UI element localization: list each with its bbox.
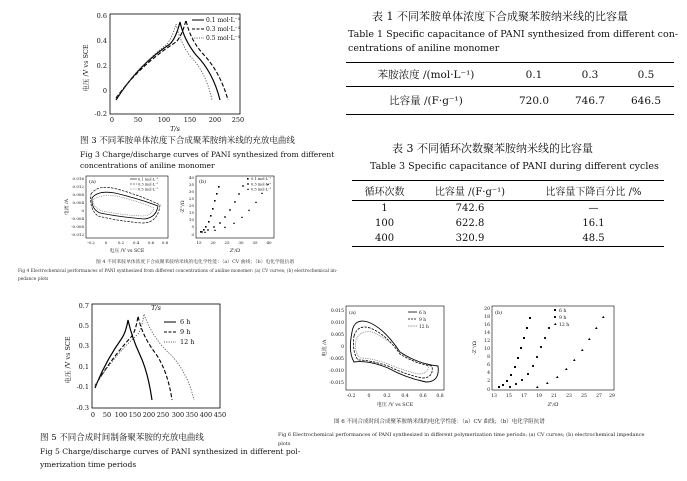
table-row — [346, 87, 674, 115]
fig5-xtick: 0 — [90, 411, 96, 419]
fig4b-xtick: 20 — [210, 240, 216, 245]
fig5-series-6h — [95, 320, 152, 400]
fig4b-xtick: 30 — [238, 240, 244, 245]
fig4a-legend-item: 0.1 mol·L⁻¹ — [138, 177, 159, 182]
fig6b-legend-item: 6 h — [559, 309, 567, 314]
fig6b-ytick: 12 — [484, 339, 490, 344]
fig6a-legend-item: 12 h — [419, 325, 429, 330]
fig6a-xtick: 0.8 — [436, 394, 444, 399]
fig5-ylabel: 电压 /V vs SCE — [64, 336, 72, 384]
fig5-chart — [60, 300, 230, 432]
fig4a-ytick: 0 — [81, 208, 84, 213]
fig4b-ytick: 35 — [188, 182, 194, 187]
fig3-xtick: 100 — [157, 116, 171, 124]
fig5-caption-en-1: Fig 5 Charge/discharge curves of PANI synthesized in different pol- — [40, 447, 301, 456]
fig6b-xtick: 29 — [609, 394, 615, 399]
fig4a-xtick: 0.6 — [147, 240, 155, 245]
fig5-xtick: 200 — [142, 411, 156, 419]
fig5-legend-item: 9 h — [180, 328, 191, 336]
fig6b-plot-frame — [492, 306, 614, 390]
fig3-caption-cn: 图 3 不同苯胺单体浓度下合成聚苯胺纳米线的充放电曲线 — [80, 136, 295, 146]
fig4a-xtick: -0.2 — [87, 240, 95, 245]
fig4a-xtick: 0.2 — [117, 240, 125, 245]
table3-cell: 622.8 — [455, 218, 485, 229]
fig3-xtick: 0 — [109, 116, 115, 124]
fig4b-legend-item: 0.5 mol·L⁻¹ — [251, 187, 272, 192]
fig4b-ytick: 30 — [188, 189, 194, 194]
table3 — [352, 180, 664, 247]
fig3-legend-item: 0.1 mol·L⁻¹ — [206, 17, 241, 24]
fig6a-ytick: 0 — [341, 345, 344, 350]
fig6b-xtick: 21 — [551, 394, 557, 399]
table3-cell: — — [588, 203, 599, 214]
fig3-chart — [78, 10, 248, 135]
fig3-series-0.1 — [116, 22, 220, 100]
fig6a-xtick: 0.2 — [383, 394, 391, 399]
fig6b-ytick: 4 — [487, 371, 490, 376]
fig6a-ytick: 0.015 — [330, 309, 344, 314]
table1-title-en-2: centrations of aniline monomer — [348, 43, 500, 54]
fig6a-panel-label: (a) — [349, 310, 356, 316]
fig6b-ytick: 6 — [487, 363, 490, 368]
fig5-ytick: 0.1 — [78, 363, 89, 371]
fig6b-xtick: 23 — [566, 394, 572, 399]
fig3-xlabel: T/s — [170, 125, 180, 133]
fig5-ytick: 0.7 — [78, 302, 89, 310]
table1 — [346, 62, 674, 115]
fig6b-ytick: 0 — [487, 388, 490, 393]
table-row — [352, 231, 664, 247]
table3-cell: 1 — [381, 203, 388, 214]
fig6a-xtick: 0.6 — [419, 394, 427, 399]
fig6a-ytick: -0.015 — [329, 381, 344, 386]
fig5-xtick: 250 — [156, 411, 170, 419]
table3-title-en: Table 3 Specific capacitance of PANI during different cycles — [370, 161, 659, 172]
fig5-caption-cn: 图 5 不同合成时间制备聚苯胺的充放电曲线 — [40, 433, 204, 443]
fig6b-xtick: 17 — [521, 394, 527, 399]
fig4a-xtick: 0.4 — [132, 240, 140, 245]
fig6b-xlabel: Z'/Ω — [547, 402, 559, 408]
fig5-caption-en-2: ymerization time periods — [40, 460, 137, 469]
fig6b-xtick: 19 — [536, 394, 542, 399]
table3-title-cn: 表 3 不同循环次数聚苯胺纳米线的比容量 — [392, 142, 593, 155]
fig3-xtick: 50 — [133, 116, 143, 124]
table1-cell: 746.7 — [574, 94, 606, 107]
fig6a-ytick: -0.010 — [329, 369, 344, 374]
fig6a-legend-item: 9 h — [419, 318, 427, 323]
fig6a-legend-item: 6 h — [419, 311, 427, 316]
fig6b-xtick: 27 — [596, 394, 602, 399]
fig5-xtick: 300 — [171, 411, 185, 419]
fig4-caption-cn: 图 4 不同苯胺单体浓度下合成聚苯胺纳米线的电化学性能：（a）CV 曲线；（b）电化学阻抗谱 — [96, 260, 295, 265]
fig5-legend-item: 12 h — [180, 338, 195, 346]
fig6b-series-6h — [498, 317, 531, 388]
fig4b-ytick: 0 — [191, 232, 194, 237]
fig6-caption-cn: 图 6 不同合成时间合成聚苯胺纳米线的电化学性能：（a）CV 曲线；（b）电化学阻抗谱 — [334, 419, 545, 425]
fig4a-ytick: 0.004 — [72, 200, 84, 205]
table1-cell: 0.5 — [637, 68, 655, 81]
table-row — [352, 216, 664, 231]
fig6a-ytick: 0.005 — [330, 333, 344, 338]
table1-row-header: 苯胺浓度 /(mol·L⁻¹) — [377, 69, 475, 81]
fig6a-ytick: -0.005 — [329, 357, 344, 362]
fig4b-ylabel: -Z''/Ω — [181, 200, 186, 214]
fig4a-ytick: 0.012 — [72, 184, 84, 189]
fig4b-series-0.3 — [201, 185, 244, 233]
fig4b-ytick: 10 — [188, 217, 194, 222]
table-row — [352, 181, 664, 201]
fig5-xtick: 100 — [114, 411, 128, 419]
fig6b-ytick: 20 — [484, 307, 490, 312]
fig6b-series-12h — [536, 316, 605, 388]
fig6b-ylabel: -Z''/Ω — [472, 341, 478, 355]
fig6a-xtick: -0.2 — [346, 394, 356, 399]
fig4b-legend-item: 0.3 mol·L⁻¹ — [251, 182, 272, 187]
fig4b-xtick: 40 — [266, 240, 272, 245]
table1-cell: 646.5 — [630, 94, 662, 107]
fig3-ytick: 0.4 — [96, 37, 107, 45]
table1-row-header: 比容量 /(F·g⁻¹) — [389, 95, 463, 107]
table3-cell: 320.9 — [455, 233, 485, 244]
fig6a-ytick: 0.010 — [330, 321, 344, 326]
fig4b-panel-label: (b) — [199, 179, 207, 185]
fig4b-ytick: 40 — [188, 175, 194, 180]
fig5-ytick: -0.3 — [76, 404, 89, 412]
fig4a-xlabel: 电压 /V vs SCE — [109, 249, 145, 254]
fig6b-ytick: 10 — [484, 347, 490, 352]
fig4b-ytick: 20 — [188, 203, 194, 208]
fig3-series-0.5 — [116, 24, 212, 100]
table3-header: 比容量 /(F·g⁻¹) — [434, 187, 506, 198]
fig4a-ytick: -0.004 — [71, 216, 84, 221]
fig5-xtick: 150 — [128, 411, 142, 419]
table-row — [346, 63, 674, 87]
fig3-legend-item: 0.5 mol·L⁻¹ — [206, 35, 241, 42]
fig4b-chart — [178, 173, 278, 258]
fig4a-legend-item: 0.3 mol·L⁻¹ — [138, 182, 159, 187]
fig6a-series-6h — [350, 321, 438, 382]
fig6b-ytick: 16 — [484, 323, 490, 328]
fig3-xtick: 200 — [208, 116, 222, 124]
fig6a-xtick: 0 — [367, 394, 371, 399]
fig6b-xtick: 13 — [491, 394, 497, 399]
fig6a-xtick: 0.4 — [401, 394, 409, 399]
table3-cell: 48.5 — [582, 233, 605, 244]
fig6b-legend-item: 12 h — [559, 323, 570, 328]
fig3-xtick: 150 — [183, 116, 197, 124]
fig3-ytick: 0.6 — [96, 12, 107, 20]
fig5-ytick: -0.1 — [76, 383, 89, 391]
fig4a-chart — [60, 173, 172, 258]
fig4a-ytick: 0.016 — [72, 176, 84, 181]
fig3-ytick: 0 — [102, 87, 107, 95]
fig3-xtick: 250 — [231, 116, 245, 124]
fig3-caption-en-1: Fig 3 Charge/discharge curves of PANI synthesized from different — [80, 150, 335, 159]
fig6-caption-en-1: Fig 6 Electrochemical performances of PANI synthesized in different polymerization time periods: (a) CV curves; (b) electrochemical impedance — [278, 432, 645, 438]
table3-cell: 100 — [374, 218, 395, 229]
fig4b-xtick: 15 — [196, 240, 202, 245]
fig6b-chart — [470, 302, 620, 414]
fig4a-legend-item: 0.5 mol·L⁻¹ — [138, 187, 159, 192]
fig6a-xlabel: 电压 /V vs SCE — [376, 402, 414, 408]
fig6a-ylabel: 电流 /A — [322, 339, 328, 357]
table1-cell: 0.3 — [581, 68, 599, 81]
fig4b-series-0.1 — [200, 186, 220, 233]
fig4a-ytick: -0.012 — [71, 232, 84, 237]
fig4a-xtick: 0 — [104, 240, 108, 245]
fig5-ytick: 0.5 — [78, 322, 89, 330]
fig5-series-9h — [95, 316, 172, 400]
fig4a-panel-label: (a) — [89, 179, 96, 185]
fig3-ytick: -0.2 — [94, 110, 107, 118]
fig5-legend — [164, 318, 195, 346]
fig6b-series-9h — [509, 327, 550, 388]
fig5-plot-frame — [92, 304, 220, 408]
fig3-caption-en-2: concentrations of aniline monomer — [80, 161, 215, 170]
fig3-ytick: 0.2 — [96, 62, 107, 70]
table3-cell: 400 — [374, 233, 395, 244]
table1-title-cn: 表 1 不同苯胺单体浓度下合成聚苯胺纳米线的比容量 — [372, 10, 628, 23]
table1-cell: 720.0 — [518, 94, 550, 107]
fig4b-ytick: 5 — [191, 224, 194, 229]
fig5-legend-item: 6 h — [180, 318, 191, 326]
fig4-caption-en-1: Fig 4 Electrochemical performances of PANI synthesized from different concentrations of aniline monomer: (a) CV curves; (b) electrochemical im- — [18, 269, 338, 274]
fig5-xtick: 450 — [213, 411, 227, 419]
table3-cell: 16.1 — [582, 218, 605, 229]
fig4a-xtick: 0.8 — [161, 240, 169, 245]
fig6a-chart — [318, 302, 448, 414]
fig5-xtick: 350 — [185, 411, 199, 419]
fig5-xlabel: T/s — [151, 304, 161, 312]
fig4a-ytick: 0.008 — [72, 192, 84, 197]
table1-title-en-1: Table 1 Specific capacitance of PANI synthesized from different con- — [348, 29, 679, 40]
fig5-xtick: 50 — [102, 411, 112, 419]
fig6b-ytick: 8 — [487, 355, 490, 360]
fig4-caption-en-2: pedance plots — [18, 277, 49, 282]
fig6b-panel-label: (b) — [495, 310, 503, 316]
table1-cell: 0.1 — [525, 68, 543, 81]
fig4b-xtick: 35 — [252, 240, 258, 245]
fig6b-legend-item: 9 h — [559, 316, 567, 321]
fig6-caption-en-2: plots — [278, 441, 291, 447]
fig6b-ytick: 2 — [487, 379, 490, 384]
table3-cell: 742.6 — [455, 203, 485, 214]
fig4b-ytick: 25 — [188, 196, 194, 201]
fig6b-xtick: 25 — [581, 394, 587, 399]
table-row — [352, 201, 664, 217]
fig6b-ytick: 18 — [484, 315, 490, 320]
fig4b-xtick: 25 — [224, 240, 230, 245]
fig4a-ytick: -0.008 — [71, 224, 84, 229]
fig4a-ylabel: 电流 /A — [65, 198, 70, 216]
fig6b-ytick: 14 — [484, 331, 490, 336]
fig4b-xlabel: Z'/Ω — [229, 249, 241, 254]
fig4b-ytick: 15 — [188, 210, 194, 215]
table3-header: 比容量下降百分比 /% — [545, 187, 642, 198]
table3-header: 循环次数 — [364, 187, 405, 198]
fig3-ylabel: 电压 /V vs SCE — [82, 44, 90, 92]
fig5-ytick: 0.3 — [78, 342, 89, 350]
fig3-legend-item: 0.3 mol·L⁻¹ — [206, 26, 241, 33]
fig3-legend — [192, 17, 240, 42]
fig5-xtick: 400 — [199, 411, 213, 419]
fig6b-xtick: 15 — [506, 394, 512, 399]
fig4b-legend-item: 0.1 mol·L⁻¹ — [251, 177, 272, 181]
